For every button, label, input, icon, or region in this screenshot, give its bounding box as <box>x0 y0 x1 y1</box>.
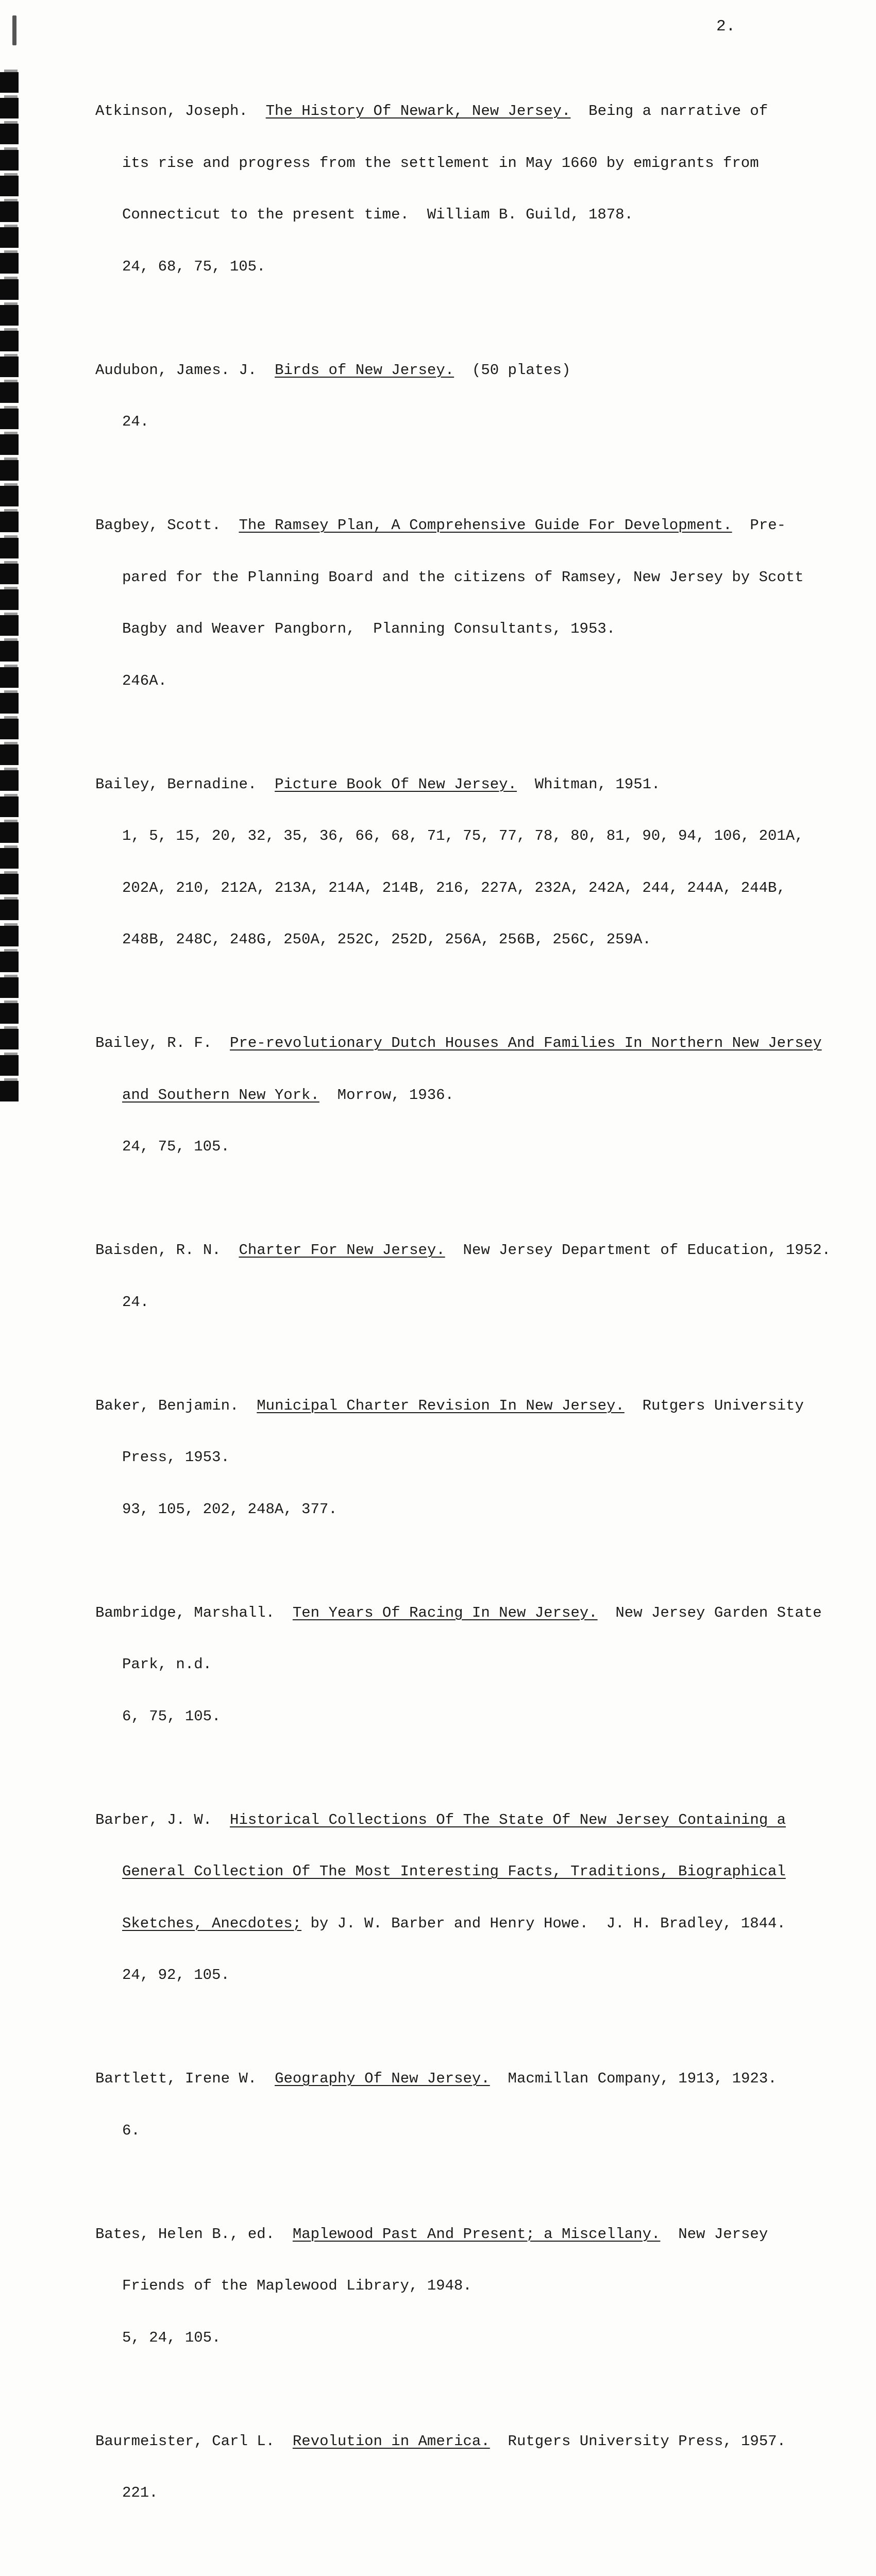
entry-author: Baisden, R. N. <box>95 1242 239 1259</box>
bibliography-entry <box>95 2191 827 2381</box>
entry-author: Bailey, Bernadine. <box>95 775 275 793</box>
entry-text: Whitman, 1951. <box>516 775 661 793</box>
binding-hole <box>0 98 19 118</box>
bibliography-list <box>95 68 831 2576</box>
binding-hole <box>0 822 19 843</box>
entry-references: 6, 75, 105. <box>122 1707 221 1725</box>
binding-hole <box>0 279 19 300</box>
entry-references: 221. <box>122 2484 158 2501</box>
entry-references: 24, 75, 105. <box>122 1138 230 1155</box>
binding-hole <box>0 589 19 610</box>
binding-hole <box>0 977 19 998</box>
binding-hole <box>0 486 19 506</box>
bibliography-entry <box>95 1207 831 1345</box>
binding-hole <box>0 124 19 144</box>
binding-hole <box>0 952 19 972</box>
entry-text: by J. W. Barber and Henry Howe. J. H. Bradley, 1844. <box>301 1914 786 1932</box>
bibliography-entry <box>95 1777 827 2019</box>
entry-title: Sketches, Anecdotes; <box>122 1914 302 1932</box>
entry-title: Revolution in America. <box>292 2432 490 2450</box>
binding-hole <box>0 512 19 532</box>
entry-text: Rutgers University Press, 1957. <box>490 2432 786 2450</box>
binding-spine <box>12 15 16 45</box>
entry-author: Baker, Benjamin. <box>95 1397 257 1414</box>
binding-hole <box>0 72 19 93</box>
spiral-binding <box>0 0 21 1116</box>
bibliography-entry <box>95 741 827 983</box>
entry-title: The Ramsey Plan, A Comprehensive Guide For Development. <box>239 517 732 534</box>
entry-text: Pre- <box>732 517 786 534</box>
binding-hole <box>0 176 19 196</box>
binding-hole <box>0 770 19 791</box>
entry-references: 202A, 210, 212A, 213A, 214A, 214B, 216, 227A, 232A, 242A, 244, 244A, 244B, <box>122 879 786 896</box>
binding-hole <box>0 538 19 558</box>
entry-title: Maplewood Past And Present; a Miscellany. <box>292 2225 661 2243</box>
bibliography-entry <box>95 482 827 724</box>
binding-hole <box>0 357 19 377</box>
entry-author: Bailey, R. F. <box>95 1035 230 1052</box>
entry-title: Geography Of New Jersey. <box>275 2070 490 2087</box>
entry-references: 5, 24, 105. <box>122 2329 221 2346</box>
binding-hole <box>0 201 19 222</box>
binding-hole <box>0 693 19 714</box>
entry-references: 248B, 248C, 248G, 250A, 252C, 252D, 256A, 256B, 256C, 259A. <box>122 931 651 948</box>
entry-references: 24. <box>122 1293 149 1311</box>
binding-hole <box>0 874 19 894</box>
entry-references: 24, 68, 75, 105. <box>122 258 266 275</box>
entry-references: 246A. <box>122 672 167 689</box>
binding-hole <box>0 900 19 920</box>
entry-text: New Jersey Garden State <box>597 1604 822 1621</box>
entry-text: New Jersey <box>660 2225 768 2243</box>
entry-text: New Jersey Department of Education, 1952. <box>445 1242 831 1259</box>
entry-references: 1, 5, 15, 20, 32, 35, 36, 66, 68, 71, 75, 77, 78, 80, 81, 90, 94, 106, 201A, <box>122 827 804 844</box>
bibliography-entry <box>95 1570 827 1760</box>
entry-title: General Collection Of The Most Interesting Facts, Traditions, Biographical <box>122 1863 786 1880</box>
bibliography-entry <box>95 327 827 465</box>
binding-hole <box>0 305 19 326</box>
bibliography-entry <box>95 2036 827 2174</box>
binding-hole <box>0 926 19 946</box>
binding-hole <box>0 1081 19 1101</box>
binding-hole <box>0 564 19 584</box>
entry-author: Audubon, James. J. <box>95 361 275 379</box>
binding-hole <box>0 667 19 688</box>
binding-hole <box>0 227 19 248</box>
entry-author: Bagbey, Scott. <box>95 517 239 534</box>
entry-author: Barber, J. W. <box>95 1811 230 1828</box>
entry-title: The History Of Newark, New Jersey. <box>265 103 571 120</box>
binding-hole <box>0 848 19 869</box>
bibliography-entry <box>95 2398 827 2536</box>
binding-hole <box>0 331 19 351</box>
entry-author: Bambridge, Marshall. <box>95 1604 293 1621</box>
entry-title: and Southern New York. <box>122 1086 319 1104</box>
entry-title: Charter For New Jersey. <box>239 1242 445 1259</box>
entry-author: Bates, Helen B., ed. <box>95 2225 293 2243</box>
entry-title: Historical Collections Of The State Of New Jersey Containing a <box>230 1811 786 1828</box>
entry-title: Birds of New Jersey. <box>275 361 454 379</box>
entry-text: Being a narrative of <box>570 103 768 120</box>
entry-text: Connecticut to the present time. William B. Guild, 1878. <box>122 206 633 223</box>
binding-hole <box>0 641 19 662</box>
entry-author: Baurmeister, Carl L. <box>95 2432 293 2450</box>
binding-hole <box>0 150 19 171</box>
entry-title: Municipal Charter Revision In New Jersey. <box>257 1397 625 1414</box>
entry-text: Macmillan Company, 1913, 1923. <box>490 2070 777 2087</box>
entry-text: Friends of the Maplewood Library, 1948. <box>122 2277 472 2294</box>
bibliography-entry <box>95 68 827 310</box>
bibliography-entry <box>95 2553 827 2576</box>
binding-hole <box>0 744 19 765</box>
entry-text: Bagby and Weaver Pangborn, Planning Consultants, 1953. <box>122 620 616 637</box>
entry-text: Park, n.d. <box>122 1656 212 1673</box>
binding-hole <box>0 1029 19 1049</box>
binding-hole <box>0 719 19 739</box>
binding-hole <box>0 1055 19 1076</box>
entry-references: 24. <box>122 413 149 430</box>
entry-title: Pre-revolutionary Dutch Houses And Families In Northern New Jersey <box>230 1035 822 1052</box>
binding-hole <box>0 434 19 455</box>
binding-hole <box>0 253 19 274</box>
entry-text: (50 plates) <box>454 361 571 379</box>
entry-text: Press, 1953. <box>122 1449 230 1466</box>
entry-references: 24, 92, 105. <box>122 1967 230 1984</box>
entry-author: Atkinson, Joseph. <box>95 103 266 120</box>
binding-hole <box>0 1003 19 1024</box>
bibliography-entry <box>95 1000 827 1190</box>
binding-hole <box>0 615 19 636</box>
binding-hole <box>0 460 19 481</box>
entry-title: Ten Years Of Racing In New Jersey. <box>292 1604 598 1621</box>
entry-text: Rutgers University <box>624 1397 804 1414</box>
entry-title: Picture Book Of New Jersey. <box>275 775 517 793</box>
binding-hole <box>0 409 19 429</box>
entry-references: 6. <box>122 2122 140 2139</box>
entry-text: its rise and progress from the settlement in May 1660 by emigrants from <box>122 154 759 172</box>
entry-author: Bartlett, Irene W. <box>95 2070 275 2087</box>
entry-text: pared for the Planning Board and the citizens of Ramsey, New Jersey by Scott <box>122 568 804 586</box>
bibliography-entry <box>95 1363 827 1553</box>
binding-hole <box>0 382 19 403</box>
binding-hole <box>0 796 19 817</box>
entry-text: Morrow, 1936. <box>319 1086 454 1104</box>
entry-references: 93, 105, 202, 248A, 377. <box>122 1500 338 1518</box>
page-number: 2. <box>716 18 736 36</box>
